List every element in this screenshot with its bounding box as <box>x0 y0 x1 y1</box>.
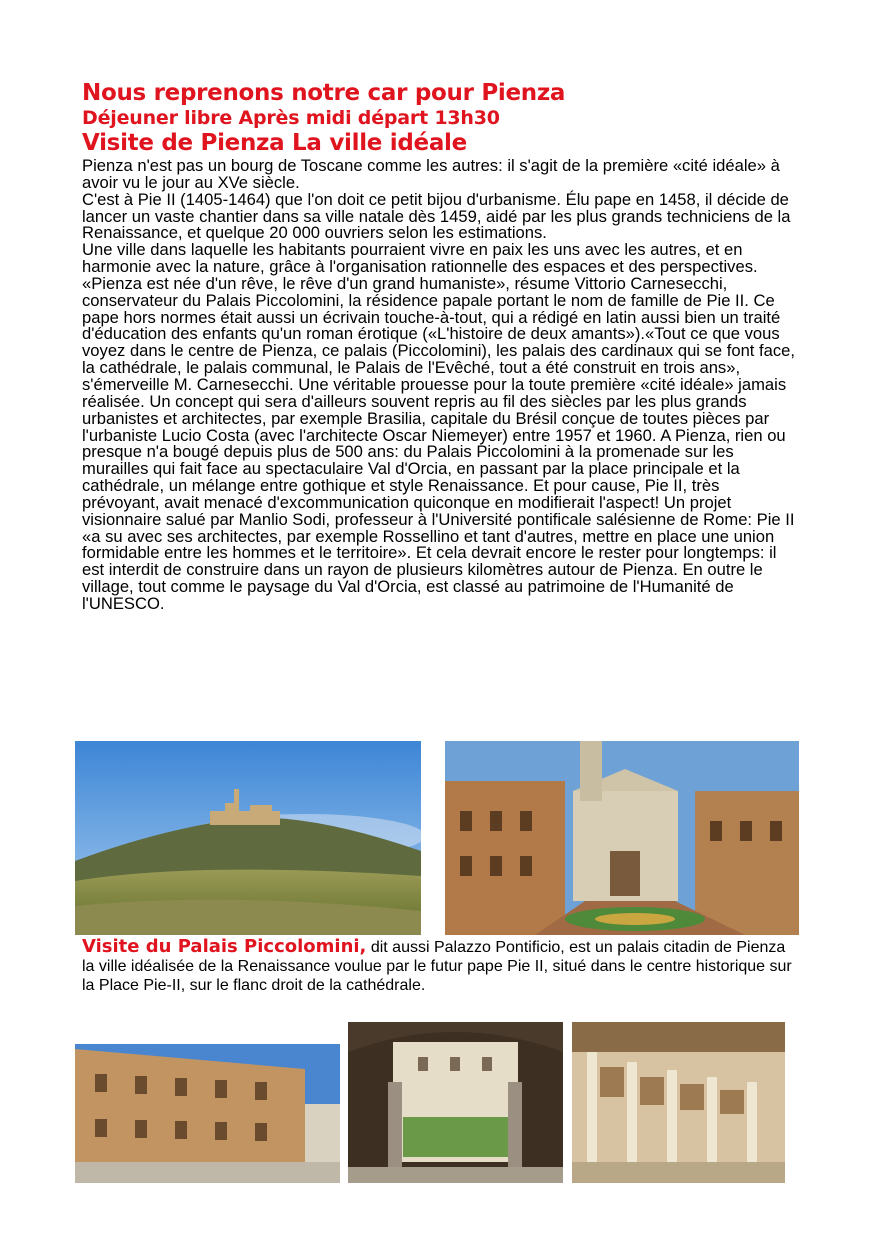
palace-lead-title: Visite du Palais Piccolomini, <box>82 936 367 957</box>
paragraph-harmony: Une ville dans laquelle les habitants pourraient vivre en paix les uns avec les autres, et en harmonie avec la nature, grâce à l'organisation rationnelle des espaces et des perspectives. <box>82 240 758 277</box>
heading-visit-pienza: Visite de Pienza La ville idéale <box>82 130 467 156</box>
palace-description: dit aussi Palazzo Pontificio, est un palais citadin de Pienza la ville idéalisée de la Renaissance voulue par le futur pape Pie II, situé dans le centre historique sur la Place Pie-II, sur le flanc droit de la cathédrale. <box>82 939 792 994</box>
photo-cathedral-square <box>445 741 799 935</box>
palace-paragraph <box>82 937 798 995</box>
photo-palace-courtyard <box>348 1022 563 1183</box>
photo-palace-facade <box>75 1044 340 1183</box>
heading-lunch-departure: Déjeuner libre Après midi départ 13h30 <box>82 107 500 129</box>
photo-palace-loggia <box>572 1022 785 1183</box>
body-text <box>82 158 798 613</box>
paragraph-intro: Pienza n'est pas un bourg de Toscane comme les autres: il s'agit de la première «cité idéale» à avoir vu le jour au XVe siècle. <box>82 156 780 192</box>
paragraph-dream: «Pienza est née d'un rêve, le rêve d'un grand humaniste», résume Vittorio Carnesecchi, conservateur du Palais Piccolomini, la résidence papale portant le nom de famille de Pie II. Ce pape hors normes était aussi un écrivain touche-à-tout, qui a rédigé en latin aussi bien un traité d'éducation des enfants qu'un roman érotique («L'histoire de deux amants»).«Tout ce que vous voyez dans le centre de Pienza, ce palais (Piccolomini), les palais des cardinaux qui se font face, la cathédrale, le palais communal, le Palais de l'Evêché, tout a été construit en trois ans», s'émerveille M. Carnesecchi. Une véritable prouesse pour la toute première «cité idéale» jamais réalisée. Un concept qui sera d'ailleurs souvent repris au fil des siècles par les plus grands urbanistes et architectes, par exemple Brasilia, capitale du Brésil conçue de toutes pièces par l'urbaniste Lucio Costa (avec l'architecte Oscar Niemeyer) entre 1957 et 1960. A Pienza, rien ou presque n'a bougé depuis plus de 500 ans: du Palais Piccolomini à la promenade sur les murailles qui fait face au spectaculaire Val d'Orcia, en passant par la place principale et la cathédrale, un mélange entre gothique et style Renaissance. Et pour cause, Pie II, très prévoyant, avait menacé d'excommunication quiconque en modifierait l'aspect! Un projet visionnaire salué par Manlio Sodi, professeur à l'Université pontificale salésienne de Rome: Pie II «a su avec ses architectes, par exemple Rossellino et tant d'autres, mettre en place une union formidable entre les hommes et le territoire». Et cela devrait encore le rester pour longtemps: il est interdit de construire dans un rayon de plusieurs kilomètres autour de Pienza. En outre le village, tout comme le paysage du Val d'Orcia, est classé au patrimoine de l'Humanité de l'UNESCO. <box>82 273 795 613</box>
paragraph-pius-ii: C'est à Pie II (1405-1464) que l'on doit ce petit bijou d'urbanisme. Élu pape en 1458, il décide de lancer un vaste chantier dans sa ville natale dès 1459, aidé par les plus grands techniciens de la Renaissance, et quelque 20 000 ouvriers selon les estimations. <box>82 189 791 243</box>
heading-bus-to-pienza: Nous reprenons notre car pour Pienza <box>82 80 566 106</box>
photo-pienza-landscape <box>75 741 421 935</box>
